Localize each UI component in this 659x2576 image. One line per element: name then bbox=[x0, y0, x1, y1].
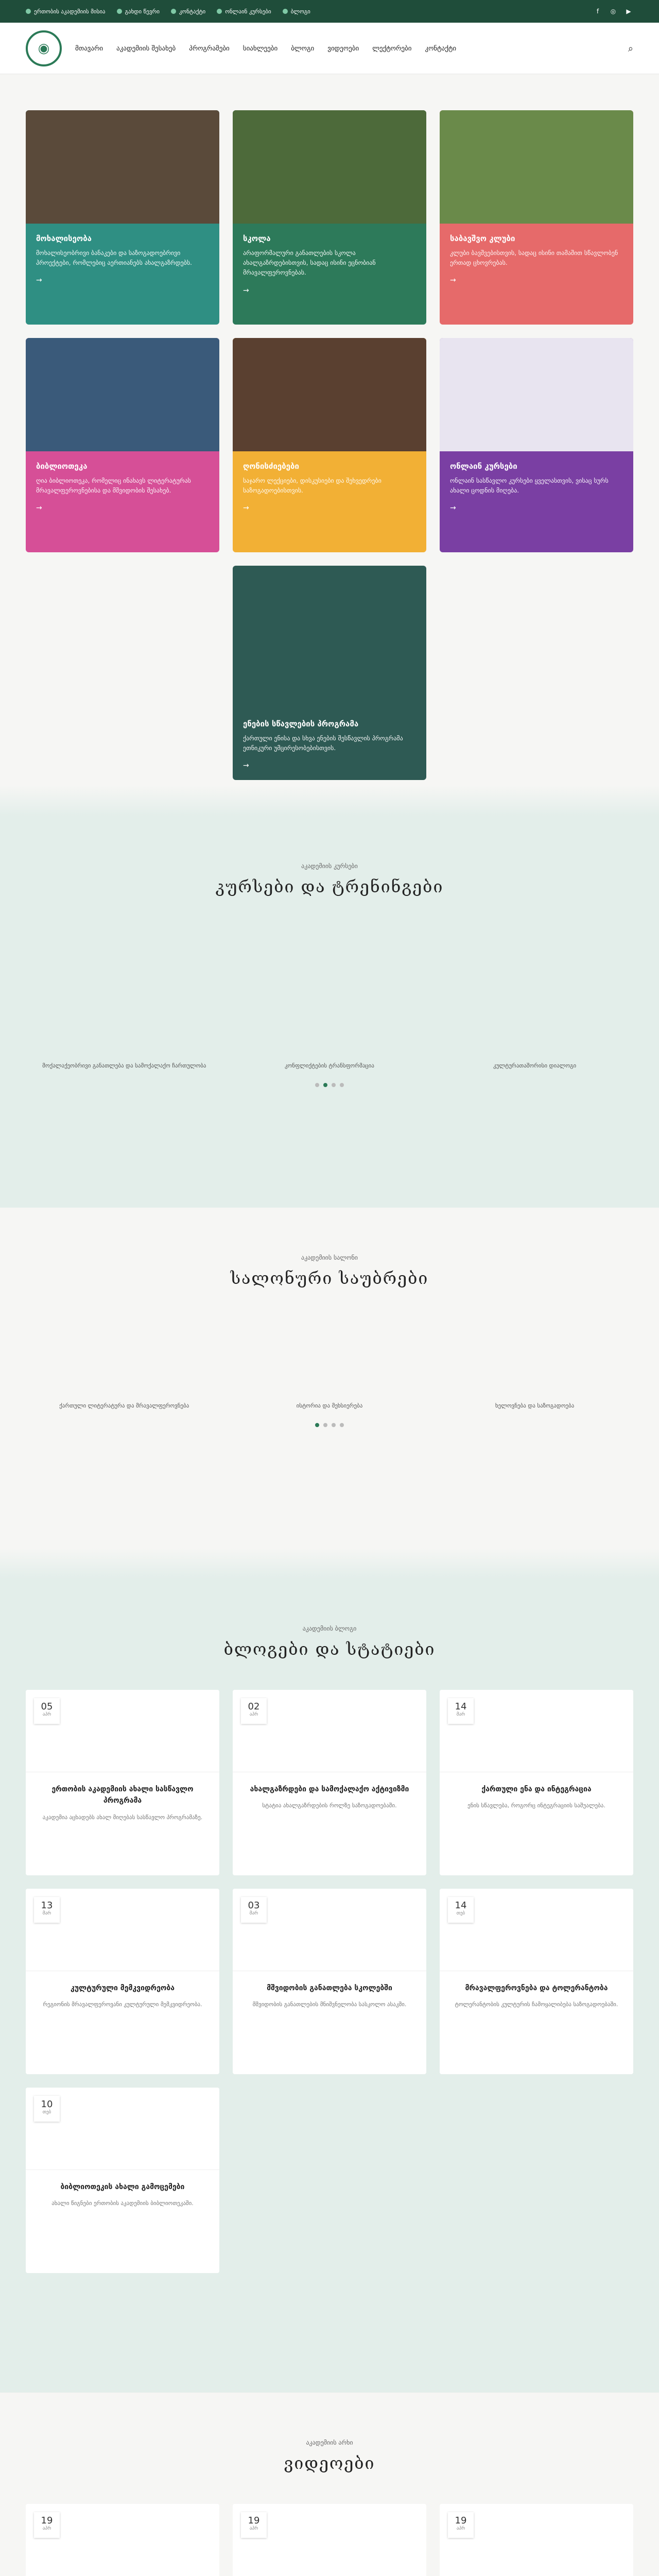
arrow-right-icon[interactable]: → bbox=[36, 504, 42, 513]
top-bar bbox=[0, 0, 659, 23]
section-kicker: აკადემიის კურსები bbox=[301, 862, 358, 870]
video-card[interactable] bbox=[26, 2504, 219, 2576]
site-logo[interactable]: ◉ bbox=[26, 30, 62, 66]
blog-card[interactable] bbox=[233, 1690, 426, 1875]
program-tile[interactable] bbox=[26, 338, 219, 552]
courses-slider[interactable] bbox=[0, 1061, 659, 1071]
blog-excerpt: ახალი წიგნები ერთობის აკადემიის ბიბლიოთეკაში. bbox=[51, 2200, 194, 2207]
date-badge: 19 აპრ bbox=[448, 2512, 474, 2538]
slide-caption[interactable]: ხელოვნება და საზოგადოება bbox=[495, 1402, 575, 1409]
tile-image bbox=[440, 338, 633, 451]
blog-card[interactable] bbox=[26, 2088, 219, 2273]
blog-card[interactable] bbox=[26, 1889, 219, 2074]
tile-image bbox=[26, 338, 219, 451]
blog-section bbox=[0, 1579, 659, 2393]
bullet-icon bbox=[283, 9, 288, 14]
nav-item[interactable]: კონტაქტი bbox=[425, 44, 457, 53]
slide-caption[interactable]: ისტორია და მეხსიერება bbox=[296, 1402, 363, 1409]
tile-title: ღონისძიებები bbox=[243, 462, 299, 471]
blog-excerpt: სტატია ახალგაზრდების როლზე საზოგადოებაში. bbox=[262, 1802, 397, 1809]
blog-title[interactable]: ქართული ენა და ინტეგრაცია bbox=[481, 1785, 592, 1793]
section-title: ვიდეოები bbox=[284, 2453, 375, 2473]
slider-dot[interactable] bbox=[332, 1423, 336, 1427]
tile-text: არაფორმალური განათლების სკოლა ახალგაზრდებისთვის, სადაც ისინი ეცნობიან მრავალფეროვნებას. bbox=[243, 249, 376, 277]
blog-title[interactable]: მრავალფეროვნება და ტოლერანტობა bbox=[465, 1984, 608, 1992]
nav-item[interactable]: მთავარი bbox=[75, 44, 103, 53]
wave-divider bbox=[0, 1548, 659, 1579]
tile-text: საჯარო ლექციები, დისკუსიები და შეხვედრები საზოგადოებისთვის. bbox=[243, 477, 381, 495]
blog-title[interactable]: კულტურული მემკვიდრეობა bbox=[70, 1984, 175, 1992]
date-badge: 19 აპრ bbox=[241, 2512, 267, 2538]
topbar-item[interactable]: კონტაქტი bbox=[171, 8, 205, 15]
blog-card[interactable] bbox=[440, 1690, 633, 1875]
video-card[interactable] bbox=[440, 2504, 633, 2576]
tile-title: სკოლა bbox=[243, 234, 271, 243]
tile-text: კლუბი ბავშვებისთვის, სადაც ისინი თამაშით სწავლობენ ერთად ცხოვრებას. bbox=[450, 249, 618, 267]
tile-image bbox=[26, 110, 219, 224]
social-links bbox=[593, 7, 633, 16]
date-badge: 03 მარ bbox=[241, 1897, 267, 1923]
wave-divider bbox=[0, 785, 659, 816]
slide-caption[interactable]: ქართული ლიტერატურა და მრავალფეროვნება bbox=[59, 1402, 189, 1409]
bullet-icon bbox=[26, 9, 31, 14]
nav-item[interactable]: პროგრამები bbox=[189, 44, 230, 53]
search-icon[interactable]: ⌕ bbox=[628, 43, 633, 54]
arrow-right-icon[interactable]: → bbox=[243, 504, 249, 513]
section-kicker: აკადემიის სალონი bbox=[301, 1254, 358, 1261]
slider-dots bbox=[0, 1423, 659, 1427]
main-nav bbox=[75, 45, 456, 53]
facebook-icon[interactable]: f bbox=[596, 8, 599, 15]
bullet-icon bbox=[117, 9, 122, 14]
slide-caption[interactable]: კონფლიქტების ტრანსფორმაცია bbox=[285, 1062, 374, 1069]
instagram-icon[interactable]: ◎ bbox=[610, 8, 616, 15]
tile-title: ენების სწავლების პროგრამა bbox=[243, 719, 359, 728]
date-badge: 02 აპრ bbox=[241, 1698, 267, 1724]
program-tile[interactable] bbox=[440, 110, 633, 325]
date-badge: 05 აპრ bbox=[34, 1698, 60, 1724]
section-kicker: აკადემიის არხი bbox=[306, 2439, 353, 2446]
date-badge: 13 მარ bbox=[34, 1897, 60, 1923]
arrow-right-icon[interactable]: → bbox=[36, 276, 42, 285]
date-badge: 10 თებ bbox=[34, 2096, 60, 2122]
blog-title[interactable]: ახალგაზრდები და სამოქალაქო აქტივიზმი bbox=[250, 1785, 409, 1793]
site-header bbox=[0, 23, 659, 74]
nav-item[interactable]: სიახლეები bbox=[242, 44, 278, 53]
bullet-icon bbox=[217, 9, 222, 14]
slider-dot[interactable] bbox=[340, 1083, 344, 1087]
tile-title: ბიბლიოთეკა bbox=[36, 462, 88, 471]
nav-item[interactable]: აკადემიის შესახებ bbox=[116, 44, 176, 53]
tile-title: ონლაინ კურსები bbox=[450, 462, 517, 471]
slider-dot[interactable] bbox=[323, 1083, 327, 1087]
tile-text: ღია ბიბლიოთეკა, რომელიც ინახავს ლიტერატურას მრავალფეროვნებისა და მშვიდობის შესახებ. bbox=[36, 477, 191, 495]
slider-dot[interactable] bbox=[323, 1423, 327, 1427]
blog-title[interactable]: ბიბლიოთეკის ახალი გამოცემები bbox=[60, 2183, 185, 2191]
arrow-right-icon[interactable]: → bbox=[450, 276, 456, 285]
blog-excerpt: მშვიდობის განათლების მნიშვნელობა სასკოლო ასაკში. bbox=[252, 2001, 407, 2008]
topbar-item[interactable]: გახდი წევრი bbox=[117, 8, 160, 15]
slider-dot[interactable] bbox=[315, 1423, 319, 1427]
blog-excerpt: ტოლერანტობის კულტურის ჩამოყალიბება საზოგადოებაში. bbox=[455, 2001, 618, 2008]
salon-slider[interactable] bbox=[0, 1401, 659, 1411]
blog-cards bbox=[0, 1690, 659, 2273]
program-tile[interactable] bbox=[440, 338, 633, 552]
nav-item[interactable]: ბლოგი bbox=[291, 44, 315, 53]
section-title: ბლოგები და სტატიები bbox=[223, 1639, 436, 1659]
tile-image bbox=[440, 110, 633, 224]
tile-image bbox=[233, 338, 426, 451]
blog-excerpt: აკადემია აცხადებს ახალ მიღებას სასწავლო პროგრამაზე. bbox=[42, 1814, 203, 1821]
program-tile[interactable] bbox=[233, 110, 426, 325]
slider-dot[interactable] bbox=[315, 1083, 319, 1087]
blog-card[interactable] bbox=[233, 1889, 426, 2074]
slider-dot[interactable] bbox=[340, 1423, 344, 1427]
program-tile[interactable] bbox=[233, 566, 426, 780]
section-title: კურსები და ტრენინგები bbox=[215, 877, 444, 896]
video-cards bbox=[0, 2504, 659, 2576]
slider-dot[interactable] bbox=[332, 1083, 336, 1087]
courses-section bbox=[0, 816, 659, 1208]
tile-text: მოხალისეობრივი ბანაკები და საზოგადოებრივი პროექტები, რომლებიც აერთიანებს ახალგაზრდებს. bbox=[36, 249, 192, 267]
blog-card[interactable] bbox=[440, 1889, 633, 2074]
slider-dots bbox=[0, 1083, 659, 1087]
blog-title[interactable]: მშვიდობის განათლება სკოლებში bbox=[267, 1984, 392, 1992]
arrow-right-icon[interactable]: → bbox=[243, 286, 249, 295]
date-badge: 14 თებ bbox=[448, 1897, 474, 1923]
blog-card[interactable] bbox=[26, 1690, 219, 1875]
blog-excerpt: ენის სწავლება, როგორც ინტეგრაციის საშუალება. bbox=[467, 1802, 605, 1809]
slide-caption[interactable]: მოქალაქეობრივი განათლება და სამოქალაქო ჩართულობა bbox=[42, 1062, 206, 1069]
slide-caption[interactable]: კულტურათაშორისი დიალოგი bbox=[493, 1062, 577, 1069]
tile-title: საბავშვო კლუბი bbox=[450, 234, 515, 243]
topbar-item[interactable]: ონლაინ კურსები bbox=[217, 8, 271, 15]
bullet-icon bbox=[171, 9, 176, 14]
salon-section bbox=[0, 1208, 659, 1548]
videos-section bbox=[0, 2393, 659, 2576]
video-card[interactable] bbox=[233, 2504, 426, 2576]
blog-title[interactable]: ერთობის აკადემიის ახალი სასწავლო პროგრამა bbox=[51, 1785, 194, 1805]
blog-excerpt: რეგიონის მრავალფეროვანი კულტურული მემკვიდრეობა. bbox=[43, 2001, 202, 2008]
program-tile[interactable] bbox=[26, 110, 219, 325]
section-title: სალონური საუბრები bbox=[230, 1268, 429, 1288]
tile-text: ონლაინ სასწავლო კურსები ყველასთვის, ვისაც სურს ახალი ცოდნის მიღება. bbox=[450, 477, 609, 495]
date-badge: 14 მარ bbox=[448, 1698, 474, 1724]
youtube-icon[interactable]: ▶ bbox=[626, 8, 631, 15]
topbar-item[interactable]: ბლოგი bbox=[283, 8, 310, 15]
tile-text: ქართული ენისა და სხვა ენების შესწავლის პროგრამა ეთნიკური უმცირესობებისთვის. bbox=[243, 734, 403, 752]
program-tile[interactable] bbox=[233, 338, 426, 552]
tile-image bbox=[233, 110, 426, 224]
tile-title: მოხალისეობა bbox=[36, 234, 92, 243]
date-badge: 19 აპრ bbox=[34, 2512, 60, 2538]
section-kicker: აკადემიის ბლოგი bbox=[302, 1625, 357, 1632]
program-tiles bbox=[0, 74, 659, 785]
topbar-item[interactable]: ერთობის აკადემიის მისია bbox=[26, 8, 106, 15]
nav-item[interactable]: ლექტორები bbox=[372, 44, 412, 53]
arrow-right-icon[interactable]: → bbox=[243, 761, 249, 770]
arrow-right-icon[interactable]: → bbox=[450, 504, 456, 513]
nav-item[interactable]: ვიდეოები bbox=[327, 44, 359, 53]
